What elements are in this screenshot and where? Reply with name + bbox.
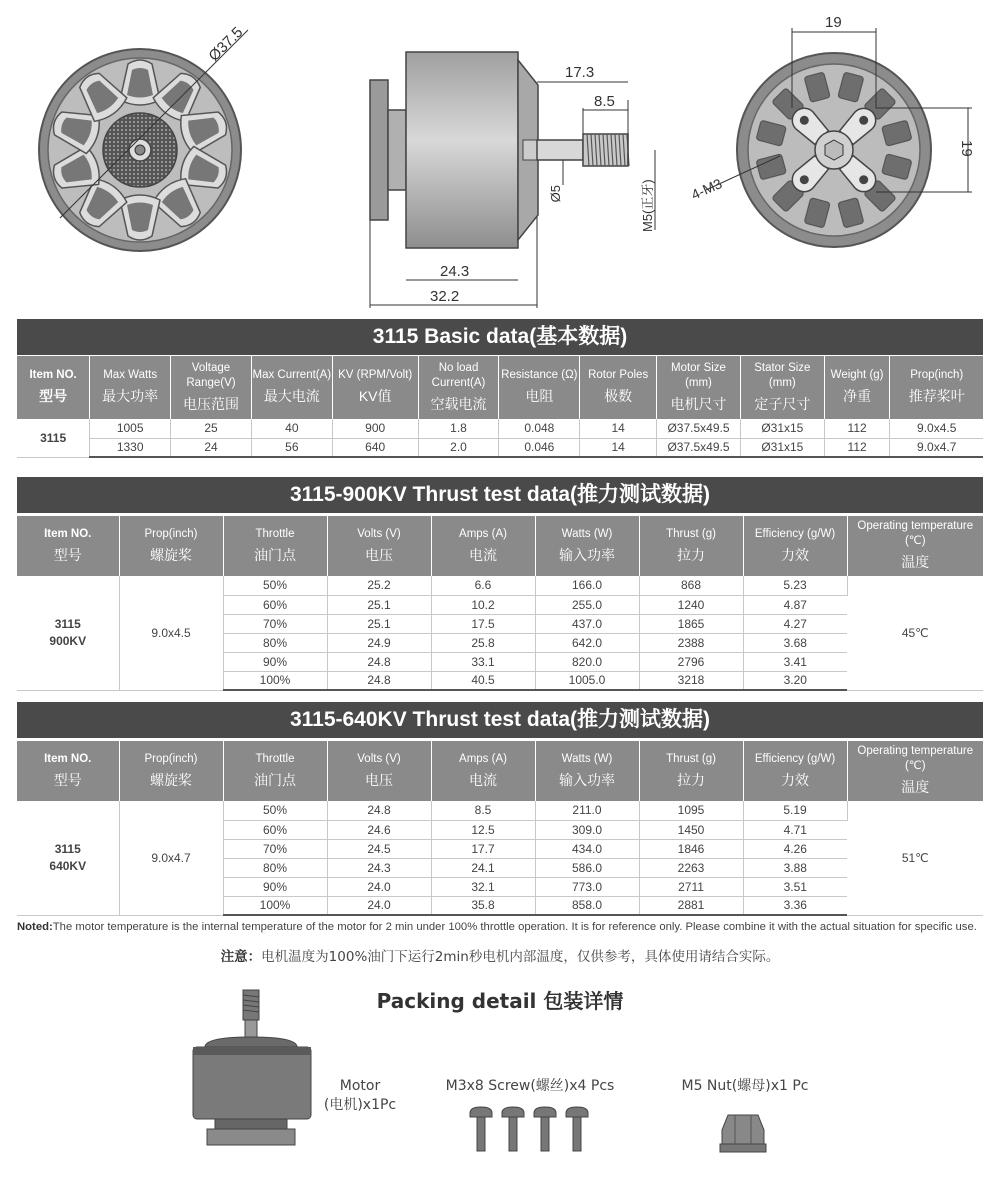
front-diameter-label: Ø37.5 <box>205 23 247 65</box>
table-cell: 25.8 <box>431 633 535 652</box>
prop-cell: 9.0x4.5 <box>119 576 223 690</box>
table-cell: 3.20 <box>743 671 847 690</box>
header-cn: 油门点 <box>254 546 296 563</box>
screws-image <box>465 1105 595 1155</box>
header-en: Item NO. <box>44 752 92 765</box>
note-text: The motor temperature is the internal temperature of the motor for 2 min under 100% throttle operation. It is for reference only. Please combine it with the actual situation for specific use. <box>52 921 977 933</box>
header-en: Operating temperature (℃) <box>857 745 974 772</box>
header-en: KV (RPM/Volt) <box>338 369 413 381</box>
table-cell: 80% <box>223 633 327 652</box>
note-cn-label: 注意： <box>220 949 262 965</box>
t640-header-4 <box>431 741 535 801</box>
header-cn: 净重 <box>843 388 872 404</box>
table-cell: 5.19 <box>743 801 847 820</box>
table-cell: 40.5 <box>431 671 535 690</box>
header-cn: 推荐桨叶 <box>908 388 965 404</box>
header-cn: 螺旋桨 <box>150 771 192 788</box>
mount-hole <box>800 116 809 125</box>
table-cell: 112 <box>824 419 890 438</box>
table-cell: 255.0 <box>535 595 639 614</box>
table-cell: 0.048 <box>499 419 580 438</box>
header-en: Prop(inch) <box>144 752 198 765</box>
table-cell: 25.1 <box>327 595 431 614</box>
table-cell: 8.5 <box>431 801 535 820</box>
table-cell: 33.1 <box>431 652 535 671</box>
header-cn: 拉力 <box>677 546 705 563</box>
header-cn: 空载电流 <box>430 395 487 412</box>
table-cell: 9.0x4.7 <box>890 438 983 457</box>
header-cn: 型号 <box>53 771 82 788</box>
table-cell: 4.87 <box>743 595 847 614</box>
table-cell: 166.0 <box>535 576 639 595</box>
header-en: Weight (g) <box>830 369 884 381</box>
header-cn: 输入功率 <box>559 771 615 788</box>
header-cn: 型号 <box>39 388 68 404</box>
t640-header-8 <box>847 741 983 801</box>
motor-label-line1: Motor <box>339 1078 381 1094</box>
table-cell: 24.8 <box>327 652 431 671</box>
t900-header-4 <box>431 516 535 576</box>
header-cn: 电压范围 <box>182 395 239 412</box>
t900-header-2 <box>223 516 327 576</box>
header-cn: 螺旋桨 <box>150 546 192 563</box>
table-cell: 24.3 <box>327 858 431 877</box>
t640-header-2 <box>223 741 327 801</box>
table-cell: 70% <box>223 614 327 633</box>
table-cell: 4.71 <box>743 820 847 839</box>
header-en: Amps (A) <box>459 527 507 540</box>
table-cell: 70% <box>223 839 327 858</box>
motor-front-view <box>39 24 248 251</box>
table-cell: 24.8 <box>327 801 431 820</box>
item-line1: 3115 <box>54 616 81 631</box>
thrust-900kv-title: 3115-900KV Thrust test data(推力测试数据) <box>17 477 983 513</box>
basic-header-3 <box>251 356 332 419</box>
thrust-640kv-table <box>17 741 983 916</box>
table-row <box>17 438 983 457</box>
table-cell: 1450 <box>639 820 743 839</box>
table-cell: 112 <box>824 438 890 457</box>
table-cell: 24 <box>171 438 252 457</box>
header-cn: 输入功率 <box>559 546 615 563</box>
table-cell: 3.88 <box>743 858 847 877</box>
header-en: No load Current(A) <box>431 361 486 389</box>
t900-header-0 <box>17 516 119 576</box>
header-en: Efficiency (g/W) <box>754 752 836 765</box>
header-cn: 电压 <box>365 546 393 563</box>
table-cell: 25.1 <box>327 614 431 633</box>
packing-nut-label: M5 Nut(螺母)x1 Pc <box>681 1078 809 1094</box>
table-row <box>17 801 983 820</box>
table-cell: 17.7 <box>431 839 535 858</box>
header-cn: 电阻 <box>525 388 554 404</box>
table-cell: 3218 <box>639 671 743 690</box>
table-cell: Ø31x15 <box>740 438 824 457</box>
table-cell: 100% <box>223 896 327 915</box>
item-cell <box>17 576 119 690</box>
header-cn: 拉力 <box>677 771 705 788</box>
packing-title: Packing detail 包装详情 <box>376 989 624 1013</box>
t640-header-0 <box>17 741 119 801</box>
packing-screws-label: M3x8 Screw(螺丝)x4 Pcs <box>445 1078 615 1094</box>
packing-motor-label <box>315 1077 405 1115</box>
header-en: Thrust (g) <box>666 527 716 540</box>
header-en: Throttle <box>255 527 295 540</box>
header-cn: 油门点 <box>254 771 296 788</box>
basic-header-7 <box>580 356 657 419</box>
shaft-length-label: 17.3 <box>565 64 595 81</box>
header-en: Efficiency (g/W) <box>754 527 836 540</box>
table-cell: 3.36 <box>743 896 847 915</box>
basic-header-5 <box>418 356 499 419</box>
rear-height-label: 19 <box>958 140 975 157</box>
table-cell: 6.6 <box>431 576 535 595</box>
basic-header-10 <box>824 356 890 419</box>
header-en: Amps (A) <box>459 752 507 765</box>
table-cell: 2.0 <box>418 438 499 457</box>
t900-header-6 <box>639 516 743 576</box>
table-cell: 60% <box>223 820 327 839</box>
table-cell: 24.1 <box>431 858 535 877</box>
shaft-diameter-label: Ø5 <box>548 185 563 203</box>
temperature-cell: 45℃ <box>847 576 983 690</box>
table-cell: 2388 <box>639 633 743 652</box>
table-cell: 1005.0 <box>535 671 639 690</box>
header-cn: 电流 <box>469 546 497 563</box>
header-cn: 温度 <box>901 554 930 570</box>
table-cell: 1865 <box>639 614 743 633</box>
rear-width-label: 19 <box>825 14 842 31</box>
table-cell: 10.2 <box>431 595 535 614</box>
header-en: Prop(inch) <box>144 527 198 540</box>
table-cell: 3.68 <box>743 633 847 652</box>
table-cell: 56 <box>251 438 332 457</box>
item-cell: 3115 <box>17 419 90 457</box>
table-cell: 17.5 <box>431 614 535 633</box>
header-en: Stator Size (mm) <box>754 361 811 389</box>
basic-header-9 <box>740 356 824 419</box>
header-cn: 最大电流 <box>263 388 320 404</box>
header-en: Prop(inch) <box>910 369 964 381</box>
table-cell: 773.0 <box>535 877 639 896</box>
t900-header-7 <box>743 516 847 576</box>
basic-header-11 <box>890 356 983 419</box>
thrust-640kv-title: 3115-640KV Thrust test data(推力测试数据) <box>17 702 983 738</box>
thread-label: M5(正牙) <box>640 179 655 232</box>
item-line2: 640KV <box>49 858 87 873</box>
table-cell: 1330 <box>90 438 171 457</box>
t900-header-8 <box>847 516 983 576</box>
table-cell: 5.23 <box>743 576 847 595</box>
table-cell: Ø37.5x49.5 <box>657 419 741 438</box>
nut-image <box>718 1110 768 1155</box>
table-cell: 9.0x4.5 <box>890 419 983 438</box>
table-row <box>17 576 983 595</box>
thrust-900kv-table <box>17 516 983 691</box>
header-cn: 电压 <box>365 771 393 788</box>
table-cell: 437.0 <box>535 614 639 633</box>
table-cell: 1240 <box>639 595 743 614</box>
table-cell: 100% <box>223 671 327 690</box>
item-line2: 900KV <box>49 633 87 648</box>
note-cn-text: 电机温度为100%油门下运行2min秒电机内部温度，仅供参考，具体使用请结合实际。 <box>261 949 780 965</box>
table-cell: 25.2 <box>327 576 431 595</box>
table-cell: 0.046 <box>499 438 580 457</box>
basic-header-1 <box>90 356 171 419</box>
t900-header-3 <box>327 516 431 576</box>
basic-data-table <box>17 356 983 458</box>
header-en: Rotor Poles <box>588 369 649 381</box>
mount-hole <box>859 116 868 125</box>
table-cell: 14 <box>580 419 657 438</box>
header-en: Resistance (Ω) <box>501 369 578 381</box>
table-cell: 90% <box>223 652 327 671</box>
header-cn: 电流 <box>469 771 497 788</box>
header-cn: 温度 <box>901 779 930 795</box>
t900-header-1 <box>119 516 223 576</box>
table-cell: 24.6 <box>327 820 431 839</box>
table-cell: 820.0 <box>535 652 639 671</box>
mount-hole <box>859 175 868 184</box>
table-cell: 309.0 <box>535 820 639 839</box>
t640-header-3 <box>327 741 431 801</box>
motor-label-line2: (电机)x1Pc <box>323 1097 397 1113</box>
note-label: Noted: <box>17 921 53 933</box>
table-cell: 868 <box>639 576 743 595</box>
table-cell: 60% <box>223 595 327 614</box>
t900-header-5 <box>535 516 639 576</box>
header-cn: 力效 <box>781 771 809 788</box>
item-line1: 3115 <box>54 841 81 856</box>
table-cell: 434.0 <box>535 839 639 858</box>
header-en: Throttle <box>255 752 295 765</box>
header-cn: 定子尺寸 <box>754 395 811 412</box>
table-cell: 586.0 <box>535 858 639 877</box>
temperature-cell: 51℃ <box>847 801 983 915</box>
header-en: Volts (V) <box>357 527 401 540</box>
technical-drawings <box>0 0 1000 318</box>
basic-header-0 <box>17 356 90 419</box>
table-cell: 24.5 <box>327 839 431 858</box>
table-cell: 24.9 <box>327 633 431 652</box>
header-cn: 极数 <box>604 388 633 404</box>
total-length-label: 32.2 <box>430 288 460 305</box>
basic-header-2 <box>171 356 252 419</box>
item-cell <box>17 801 119 915</box>
table-cell: 642.0 <box>535 633 639 652</box>
header-cn: 力效 <box>781 546 809 563</box>
header-en: Max Current(A) <box>252 369 332 381</box>
table-cell: 3.41 <box>743 652 847 671</box>
rear-screw-label: 4-M3 <box>688 175 725 203</box>
table-cell: 3.51 <box>743 877 847 896</box>
motor-rear-view <box>689 14 975 247</box>
t640-header-6 <box>639 741 743 801</box>
table-cell: 211.0 <box>535 801 639 820</box>
thread-length-label: 8.5 <box>594 93 615 110</box>
header-en: Watts (W) <box>561 752 613 765</box>
t640-header-7 <box>743 741 847 801</box>
table-cell: Ø37.5x49.5 <box>657 438 741 457</box>
table-cell: 2263 <box>639 858 743 877</box>
table-cell: 32.1 <box>431 877 535 896</box>
header-en: Thrust (g) <box>666 752 716 765</box>
header-cn: 型号 <box>53 546 82 563</box>
table-cell: 2881 <box>639 896 743 915</box>
header-en: Motor Size (mm) <box>670 361 726 389</box>
temperature-note <box>17 921 987 933</box>
basic-data-title: 3115 Basic data(基本数据) <box>17 319 983 355</box>
table-cell: 35.8 <box>431 896 535 915</box>
table-cell: 640 <box>332 438 418 457</box>
temperature-note-cn <box>0 945 1000 965</box>
table-cell: 14 <box>580 438 657 457</box>
motor-side-view <box>370 52 655 308</box>
header-en: Item NO. <box>29 369 77 381</box>
table-cell: 90% <box>223 877 327 896</box>
table-cell: 2796 <box>639 652 743 671</box>
basic-header-8 <box>657 356 741 419</box>
table-cell: 2711 <box>639 877 743 896</box>
prop-cell: 9.0x4.7 <box>119 801 223 915</box>
table-cell: 900 <box>332 419 418 438</box>
header-en: Volts (V) <box>357 752 401 765</box>
table-cell: 50% <box>223 801 327 820</box>
header-cn: KV值 <box>358 388 392 404</box>
table-cell: Ø31x15 <box>740 419 824 438</box>
basic-header-6 <box>499 356 580 419</box>
motor-image <box>185 985 325 1155</box>
basic-header-4 <box>332 356 418 419</box>
table-row <box>17 419 983 438</box>
table-cell: 1095 <box>639 801 743 820</box>
header-en: Item NO. <box>44 527 92 540</box>
table-cell: 1.8 <box>418 419 499 438</box>
table-cell: 4.26 <box>743 839 847 858</box>
table-cell: 1846 <box>639 839 743 858</box>
table-cell: 24.8 <box>327 671 431 690</box>
header-en: Watts (W) <box>561 527 613 540</box>
header-en: Operating temperature (℃) <box>857 520 974 547</box>
header-en: Max Watts <box>103 369 158 381</box>
header-cn: 电机尺寸 <box>670 395 727 412</box>
table-cell: 25 <box>171 419 252 438</box>
table-cell: 24.0 <box>327 877 431 896</box>
table-cell: 4.27 <box>743 614 847 633</box>
table-cell: 24.0 <box>327 896 431 915</box>
mount-hole <box>800 175 809 184</box>
table-cell: 50% <box>223 576 327 595</box>
header-cn: 最大功率 <box>102 388 159 404</box>
table-cell: 1005 <box>90 419 171 438</box>
table-cell: 12.5 <box>431 820 535 839</box>
t640-header-1 <box>119 741 223 801</box>
header-en: Voltage Range(V) <box>186 361 236 389</box>
table-cell: 40 <box>251 419 332 438</box>
table-cell: 858.0 <box>535 896 639 915</box>
body-length-label: 24.3 <box>440 263 470 280</box>
t640-header-5 <box>535 741 639 801</box>
table-cell: 80% <box>223 858 327 877</box>
